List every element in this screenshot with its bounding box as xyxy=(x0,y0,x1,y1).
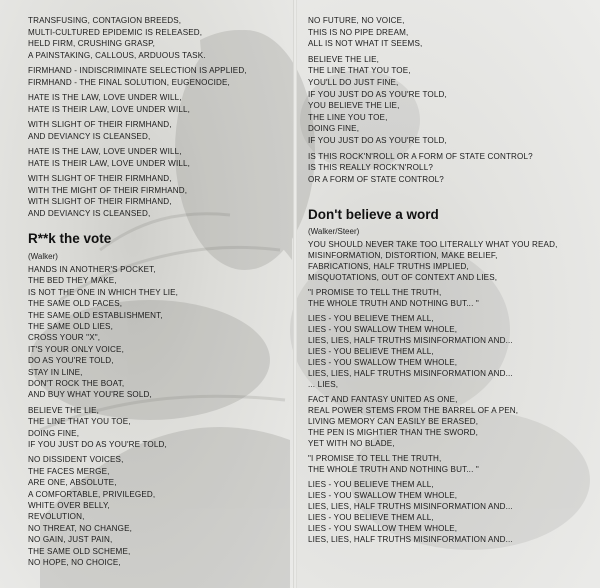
lyric-line: WITH SLIGHT OF THEIR FIRMHAND, xyxy=(28,120,172,129)
lyric-line: FACT AND FANTASY UNITED AS ONE, xyxy=(308,395,458,404)
lyric-line: IF YOU JUST DO AS YOU'RE TOLD, xyxy=(308,89,447,99)
lyric-line: YOU BELIEVE THE LIE, xyxy=(308,101,400,111)
lyric-line: DOING FINE, xyxy=(28,428,80,438)
lyric-line: THE LINE THAT YOU TOE, xyxy=(308,66,411,76)
lyric-line: BELIEVE THE LIE, xyxy=(28,405,100,415)
lyric-line: DO AS YOU'RE TOLD, xyxy=(28,356,114,366)
lyric-line: THE BED THEY MAKE, xyxy=(28,276,117,286)
lyric-line: LIES - YOU BELIEVE THEM ALL, xyxy=(308,314,434,323)
lyric-line: LIES - YOU BELIEVE THEM ALL, xyxy=(308,513,434,522)
lyric-line: MISQUOTATIONS, OUT OF CONTEXT AND LIES, xyxy=(308,273,498,282)
song-title-rock-the-vote: R**k the vote xyxy=(28,231,112,246)
lyric-line: A PAINSTAKING, CALLOUS, ARDUOUS TASK. xyxy=(28,50,206,60)
lyric-line: THE LINE THAT YOU TOE, xyxy=(28,417,131,427)
lyric-line: ... LIES, xyxy=(308,380,339,389)
lyric-line: NO THREAT, NO CHANGE, xyxy=(28,523,133,533)
lyric-line: WITH SLIGHT OF THEIR FIRMHAND, xyxy=(28,174,172,183)
lyric-line: YOU'LL DO JUST FINE, xyxy=(308,78,399,87)
lyric-line: CROSS YOUR "X", xyxy=(28,333,101,343)
lyric-line: IT'S YOUR ONLY VOICE, xyxy=(28,344,124,354)
lyric-line: YOU SHOULD NEVER TAKE TOO LITERALLY WHAT YOU READ, xyxy=(308,240,558,249)
lyric-line: HATE IS THEIR LAW, LOVE UNDER WILL, xyxy=(28,158,191,168)
lyric-line: WHITE OVER BELLY, xyxy=(28,501,110,510)
lyric-line: STAY IN LINE, xyxy=(28,367,83,377)
lyric-line: NO HOPE, NO CHOICE, xyxy=(28,558,121,567)
lyric-line: WITH THE MIGHT OF THEIR FIRMHAND, xyxy=(28,185,188,195)
lyric-line: DON'T ROCK THE BOAT, xyxy=(28,379,125,388)
lyric-line: MISINFORMATION, DISTORTION, MAKE BELIEF, xyxy=(308,251,498,260)
booklet-fold xyxy=(293,0,297,588)
lyric-line: NO FUTURE, NO VOICE, xyxy=(308,16,405,25)
lyric-line: "I PROMISE TO TELL THE TRUTH, xyxy=(308,288,442,297)
song-credit: (Walker) xyxy=(28,252,58,261)
lyric-line: HANDS IN ANOTHER'S POCKET, xyxy=(28,265,156,274)
lyric-line: OR A FORM OF STATE CONTROL? xyxy=(308,174,444,184)
lyric-line: NO GAIN, JUST PAIN, xyxy=(28,535,113,545)
lyric-line: DOING FINE, xyxy=(308,124,360,134)
lyric-line: BELIEVE THE LIE, xyxy=(308,54,380,64)
lyric-line: NO DISSIDENT VOICES, xyxy=(28,455,124,465)
lyric-line: REVOLUTION, xyxy=(28,512,85,522)
lyric-line: THE SAME OLD SCHEME, xyxy=(28,546,131,556)
lyric-line: LIES, LIES, HALF TRUTHS MISINFORMATION AND... xyxy=(308,336,513,345)
lyric-line: LIES - YOU SWALLOW THEM WHOLE, xyxy=(308,524,458,533)
song-title-dont-believe-a-word: Don't believe a word xyxy=(308,207,439,222)
lyric-line: HELD FIRM, CRUSHING GRASP, xyxy=(28,39,155,48)
lyric-line: TRANSFUSING, CONTAGION BREEDS, xyxy=(28,16,182,25)
lyric-line: THE WHOLE TRUTH AND NOTHING BUT... " xyxy=(308,299,479,308)
lyric-line: THE LINE YOU TOE, xyxy=(308,112,388,122)
lyric-line: THE FACES MERGE, xyxy=(28,466,110,476)
lyric-line: FIRMHAND - INDISCRIMINATE SELECTION IS APPLIED, xyxy=(28,66,247,75)
lyric-line: LIES - YOU BELIEVE THEM ALL, xyxy=(308,347,434,356)
lyric-line: AND DEVIANCY IS CLEANSED, xyxy=(28,131,151,141)
lyric-line: LIES, LIES, HALF TRUTHS MISINFORMATION AND... xyxy=(308,535,513,544)
lyric-line: A COMFORTABLE, PRIVILEGED, xyxy=(28,489,156,499)
lyric-line: LIES - YOU SWALLOW THEM WHOLE, xyxy=(308,491,458,500)
lyric-line: FIRMHAND - THE FINAL SOLUTION, EUGENOCIDE, xyxy=(28,77,230,87)
lyric-line: "I PROMISE TO TELL THE TRUTH, xyxy=(308,454,442,463)
lyric-line: ALL IS NOT WHAT IT SEEMS, xyxy=(308,39,423,49)
song-credit: (Walker/Steer) xyxy=(308,227,360,236)
lyric-line: THIS IS NO PIPE DREAM, xyxy=(308,27,409,37)
lyric-line: WITH SLIGHT OF THEIR FIRMHAND, xyxy=(28,197,172,206)
lyric-line: IS THIS REALLY ROCK'N'ROLL? xyxy=(308,163,433,173)
lyric-line: AND DEVIANCY IS CLEANSED, xyxy=(28,208,151,218)
lyric-line: IS THIS ROCK'N'ROLL OR A FORM OF STATE CONTROL? xyxy=(308,151,533,161)
lyric-line: REAL POWER STEMS FROM THE BARREL OF A PEN, xyxy=(308,406,519,415)
lyric-line: HATE IS THE LAW, LOVE UNDER WILL, xyxy=(28,93,182,102)
lyric-line: ARE ONE, ABSOLUTE, xyxy=(28,478,117,488)
lyric-line: THE WHOLE TRUTH AND NOTHING BUT... " xyxy=(308,465,479,474)
lyric-line: AND BUY WHAT YOU'RE SOLD, xyxy=(28,390,152,400)
lyric-line: HATE IS THE LAW, LOVE UNDER WILL, xyxy=(28,147,182,156)
lyric-line: IS NOT THE ONE IN WHICH THEY LIE, xyxy=(28,287,179,297)
lyric-line: LIES - YOU SWALLOW THEM WHOLE, xyxy=(308,358,458,367)
lyric-line: FABRICATIONS, HALF TRUTHS IMPLIED, xyxy=(308,262,469,271)
lyric-line: YET WITH NO BLADE, xyxy=(308,439,395,448)
lyric-line: THE SAME OLD ESTABLISHMENT, xyxy=(28,310,163,320)
lyric-line: LIES - YOU BELIEVE THEM ALL, xyxy=(308,480,434,489)
lyric-line: LIVING MEMORY CAN EASILY BE ERASED, xyxy=(308,417,479,426)
lyric-line: THE SAME OLD FACES, xyxy=(28,299,123,309)
lyric-line: LIES - YOU SWALLOW THEM WHOLE, xyxy=(308,325,458,334)
lyric-line: THE PEN IS MIGHTIER THAN THE SWORD, xyxy=(308,428,478,437)
lyric-line: IF YOU JUST DO AS YOU'RE TOLD, xyxy=(28,440,167,449)
lyric-line: LIES, LIES, HALF TRUTHS MISINFORMATION AND... xyxy=(308,502,513,511)
lyric-line: HATE IS THEIR LAW, LOVE UNDER WILL, xyxy=(28,104,191,114)
lyric-line: LIES, LIES, HALF TRUTHS MISINFORMATION AND... xyxy=(308,369,513,378)
lyric-line: THE SAME OLD LIES, xyxy=(28,322,114,331)
lyric-line: IF YOU JUST DO AS YOU'RE TOLD, xyxy=(308,136,447,145)
lyric-line: MULTI-CULTURED EPIDEMIC IS RELEASED, xyxy=(28,27,203,37)
